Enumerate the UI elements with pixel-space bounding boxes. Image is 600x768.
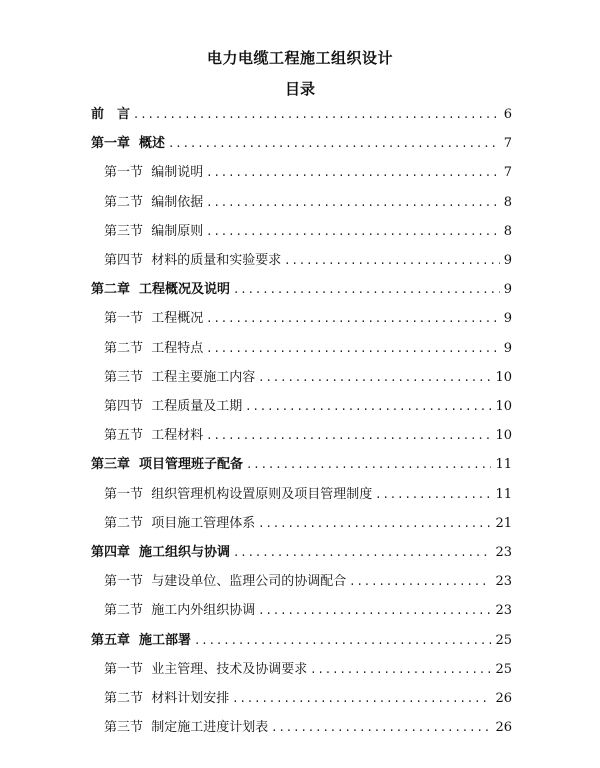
toc-entry-title: 第三节 工程主要施工内容 (104, 369, 256, 385)
toc-page-number: 6 (503, 107, 512, 122)
toc-dot-leader (233, 688, 491, 710)
toc-dot-leader (246, 396, 491, 418)
toc-chapter-entry[interactable] (91, 454, 512, 476)
toc-entry-title: 第二节 项目施工管理体系 (104, 515, 256, 531)
toc-section-entry[interactable] (104, 367, 512, 389)
toc-section-entry[interactable] (104, 338, 512, 360)
toc-section-entry[interactable] (104, 717, 512, 739)
toc-entry-title: 第四章 施工组织与协调 (91, 545, 231, 560)
toc-section-entry[interactable] (104, 484, 512, 506)
toc-section-entry[interactable] (104, 221, 512, 243)
toc-page-number: 23 (495, 574, 512, 590)
toc-page-number: 9 (503, 282, 512, 298)
toc-chapter-entry[interactable] (91, 279, 512, 301)
toc-page-number: 7 (503, 136, 512, 152)
toc-entry-title: 第四节 材料的质量和实验要求 (104, 253, 282, 268)
toc-dot-leader (169, 133, 500, 155)
toc-dot-leader (207, 221, 499, 243)
toc-entry-title: 第二节 编制依据 (104, 194, 204, 210)
toc-page-number: 9 (503, 253, 512, 268)
toc-page-number: 23 (495, 545, 512, 560)
toc-entry-title: 第一节 编制说明 (104, 165, 204, 181)
toc-dot-leader (376, 484, 491, 506)
toc-dot-leader (259, 367, 491, 389)
toc-page-number: 11 (495, 486, 512, 502)
document-title: 电力电缆工程施工组织设计 (206, 49, 393, 67)
toc-entry-title: 第一节 业主管理、技术及协调要求 (104, 661, 308, 677)
toc-section-entry[interactable] (104, 192, 512, 214)
toc-entry-title: 第一节 组织管理机构设置原则及项目管理制度 (104, 486, 373, 502)
toc-entry-title: 前 言 (91, 107, 131, 122)
toc-page-number: 23 (495, 603, 512, 619)
toc-page-number: 10 (495, 399, 512, 414)
toc-section-entry[interactable] (104, 425, 512, 447)
toc-dot-leader (259, 513, 491, 535)
toc-section-entry[interactable] (104, 600, 512, 622)
toc-chapter-entry[interactable] (91, 630, 512, 652)
toc-chapter-entry[interactable] (91, 104, 512, 126)
toc-entry-title: 第三节 制定施工进度计划表 (104, 720, 269, 736)
toc-heading: 目录 (284, 80, 315, 98)
toc-section-entry[interactable] (104, 162, 512, 184)
toc-dot-leader (272, 717, 491, 739)
toc-dot-leader (350, 571, 491, 593)
toc-section-entry[interactable] (104, 396, 512, 418)
toc-dot-leader (207, 308, 499, 330)
toc-dot-leader (207, 192, 499, 214)
toc-entry-title: 第一节 工程概况 (104, 311, 204, 327)
toc-dot-leader (207, 162, 499, 184)
toc-page-number: 10 (495, 428, 512, 444)
toc-section-entry[interactable] (104, 513, 512, 535)
toc-dot-leader (234, 279, 500, 301)
toc-page-number: 9 (503, 340, 512, 356)
toc-page-number: 7 (503, 165, 512, 181)
toc-entry-title: 第二节 施工内外组织协调 (104, 603, 256, 619)
toc-page-number: 26 (495, 691, 512, 706)
toc-page-number: 25 (495, 661, 512, 677)
toc-entry-title: 第五节 工程材料 (104, 428, 204, 444)
toc-entry-title: 第三章 项目管理班子配备 (91, 457, 244, 473)
toc-section-entry[interactable] (104, 688, 512, 710)
toc-dot-leader (247, 454, 491, 476)
toc-section-entry[interactable] (104, 659, 512, 681)
toc-section-entry[interactable] (104, 250, 512, 272)
toc-page-number: 26 (495, 720, 512, 736)
toc-page-number: 21 (495, 515, 512, 531)
toc-page-number: 25 (495, 632, 512, 648)
toc-entry-title: 第四节 工程质量及工期 (104, 399, 243, 414)
toc-dot-leader (207, 338, 499, 360)
toc-chapter-entry[interactable] (91, 133, 512, 155)
toc-entry-title: 第一章 概述 (91, 136, 166, 152)
toc-dot-leader (311, 659, 491, 681)
toc-section-entry[interactable] (104, 308, 512, 330)
toc-page-number: 11 (495, 457, 512, 473)
toc-entry-title: 第三节 编制原则 (104, 223, 204, 239)
toc-dot-leader (259, 600, 491, 622)
toc-chapter-entry[interactable] (91, 542, 512, 564)
toc-page-number: 10 (495, 369, 512, 385)
toc-dot-leader (207, 425, 491, 447)
toc-dot-leader (195, 630, 491, 652)
toc-dot-leader (134, 104, 500, 126)
toc-page-number: 9 (503, 311, 512, 327)
toc-dot-leader (285, 250, 499, 272)
toc-dot-leader (234, 542, 491, 564)
toc-section-entry[interactable] (104, 571, 512, 593)
toc-entry-title: 第五章 施工部署 (91, 632, 192, 648)
toc-entry-title: 第一节 与建设单位、监理公司的协调配合 (104, 574, 347, 590)
toc-entry-title: 第二节 材料计划安排 (104, 691, 230, 706)
toc-entry-title: 第二章 工程概况及说明 (91, 282, 231, 298)
toc-page-number: 8 (503, 223, 512, 239)
toc-entry-title: 第二节 工程特点 (104, 340, 204, 356)
toc-page-number: 8 (503, 194, 512, 210)
